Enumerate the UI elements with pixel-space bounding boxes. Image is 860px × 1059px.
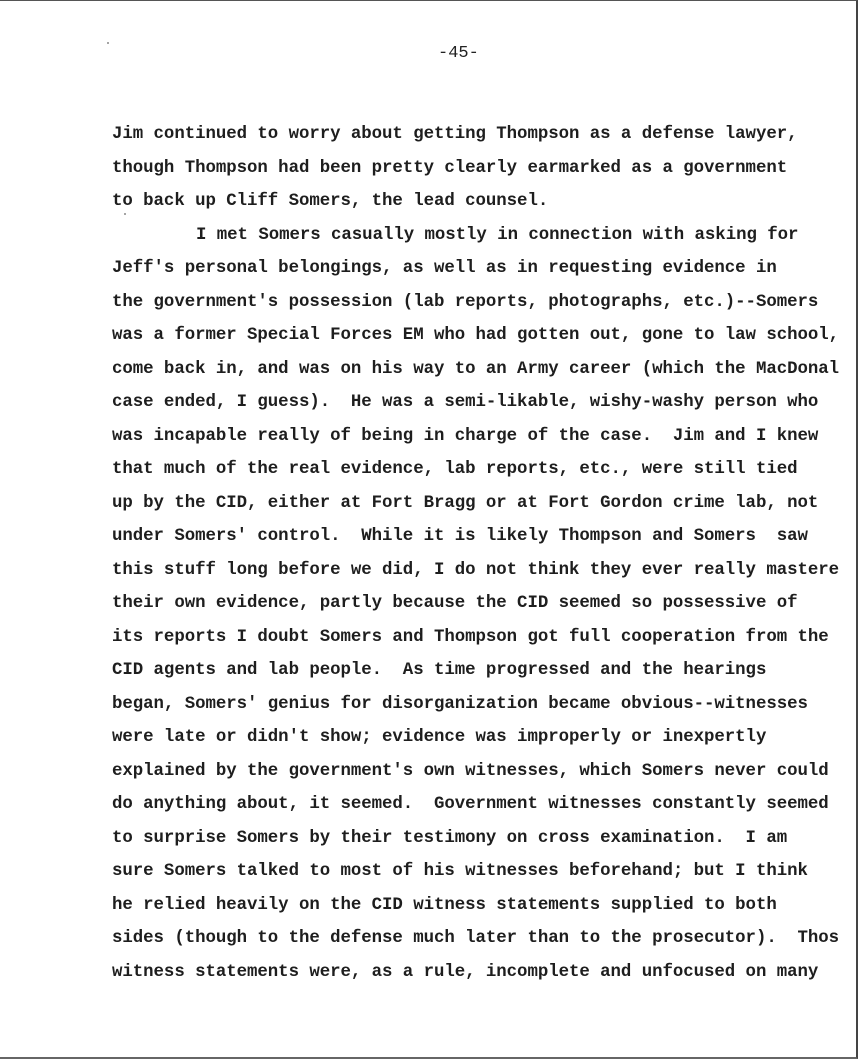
text-line: was incapable really of being in charge of the case. Jim and I knew: [112, 426, 819, 446]
text-line: come back in, and was on his way to an Army career (which the MacDonal: [112, 359, 840, 379]
text-line: under Somers' control. While it is likely Thompson and Somers saw: [112, 527, 808, 546]
text-line: their own evidence, partly because the CID seemed so possessive of: [112, 594, 798, 613]
text-line: Jim continued to worry about getting Thompson as a defense lawyer,: [112, 125, 798, 144]
text-line: Jeff's personal belongings, as well as in requesting evidence in: [112, 259, 777, 278]
text-line: this stuff long before we did, I do not think they ever really mastere: [112, 560, 840, 580]
text-line: sure Somers talked to most of his witnesses beforehand; but I think: [112, 862, 808, 881]
text-line: the government's possession (lab reports, photographs, etc.)--Somers: [112, 292, 819, 312]
text-line: to surprise Somers by their testimony on cross examination. I am: [112, 828, 788, 848]
text-line: that much of the real evidence, lab reports, etc., were still tied: [112, 460, 798, 479]
text-line: CID agents and lab people. As time progressed and the hearings: [112, 661, 767, 680]
document-body: [112, 118, 839, 989]
text-line: began, Somers' genius for disorganization became obvious--witnesses: [112, 694, 808, 714]
scan-speck: [107, 42, 109, 44]
text-line: he relied heavily on the CID witness statements supplied to both: [112, 895, 777, 915]
text-line: sides (though to the defense much later than to the prosecutor). Thos: [112, 929, 840, 948]
page-number: -45-: [438, 44, 479, 63]
text-line: though Thompson had been pretty clearly earmarked as a government: [112, 158, 788, 178]
text-line: was a former Special Forces EM who had gotten out, gone to law school,: [112, 326, 840, 345]
text-line: explained by the government's own witnesses, which Somers never could: [112, 761, 829, 781]
text-line: to back up Cliff Somers, the lead counsel.: [112, 192, 549, 211]
text-line: its reports I doubt Somers and Thompson got full cooperation from the: [112, 627, 829, 647]
text-line: were late or didn't show; evidence was improperly or inexpertly: [112, 728, 767, 747]
text-line: I met Somers casually mostly in connection with asking for: [196, 225, 799, 245]
text-line: case ended, I guess). He was a semi-likable, wishy-washy person who: [112, 393, 819, 412]
text-line: up by the CID, either at Fort Bragg or at Fort Gordon crime lab, not: [112, 493, 819, 513]
text-line: witness statements were, as a rule, incomplete and unfocused on many: [112, 962, 819, 982]
text-line: do anything about, it seemed. Government witnesses constantly seemed: [112, 795, 829, 814]
